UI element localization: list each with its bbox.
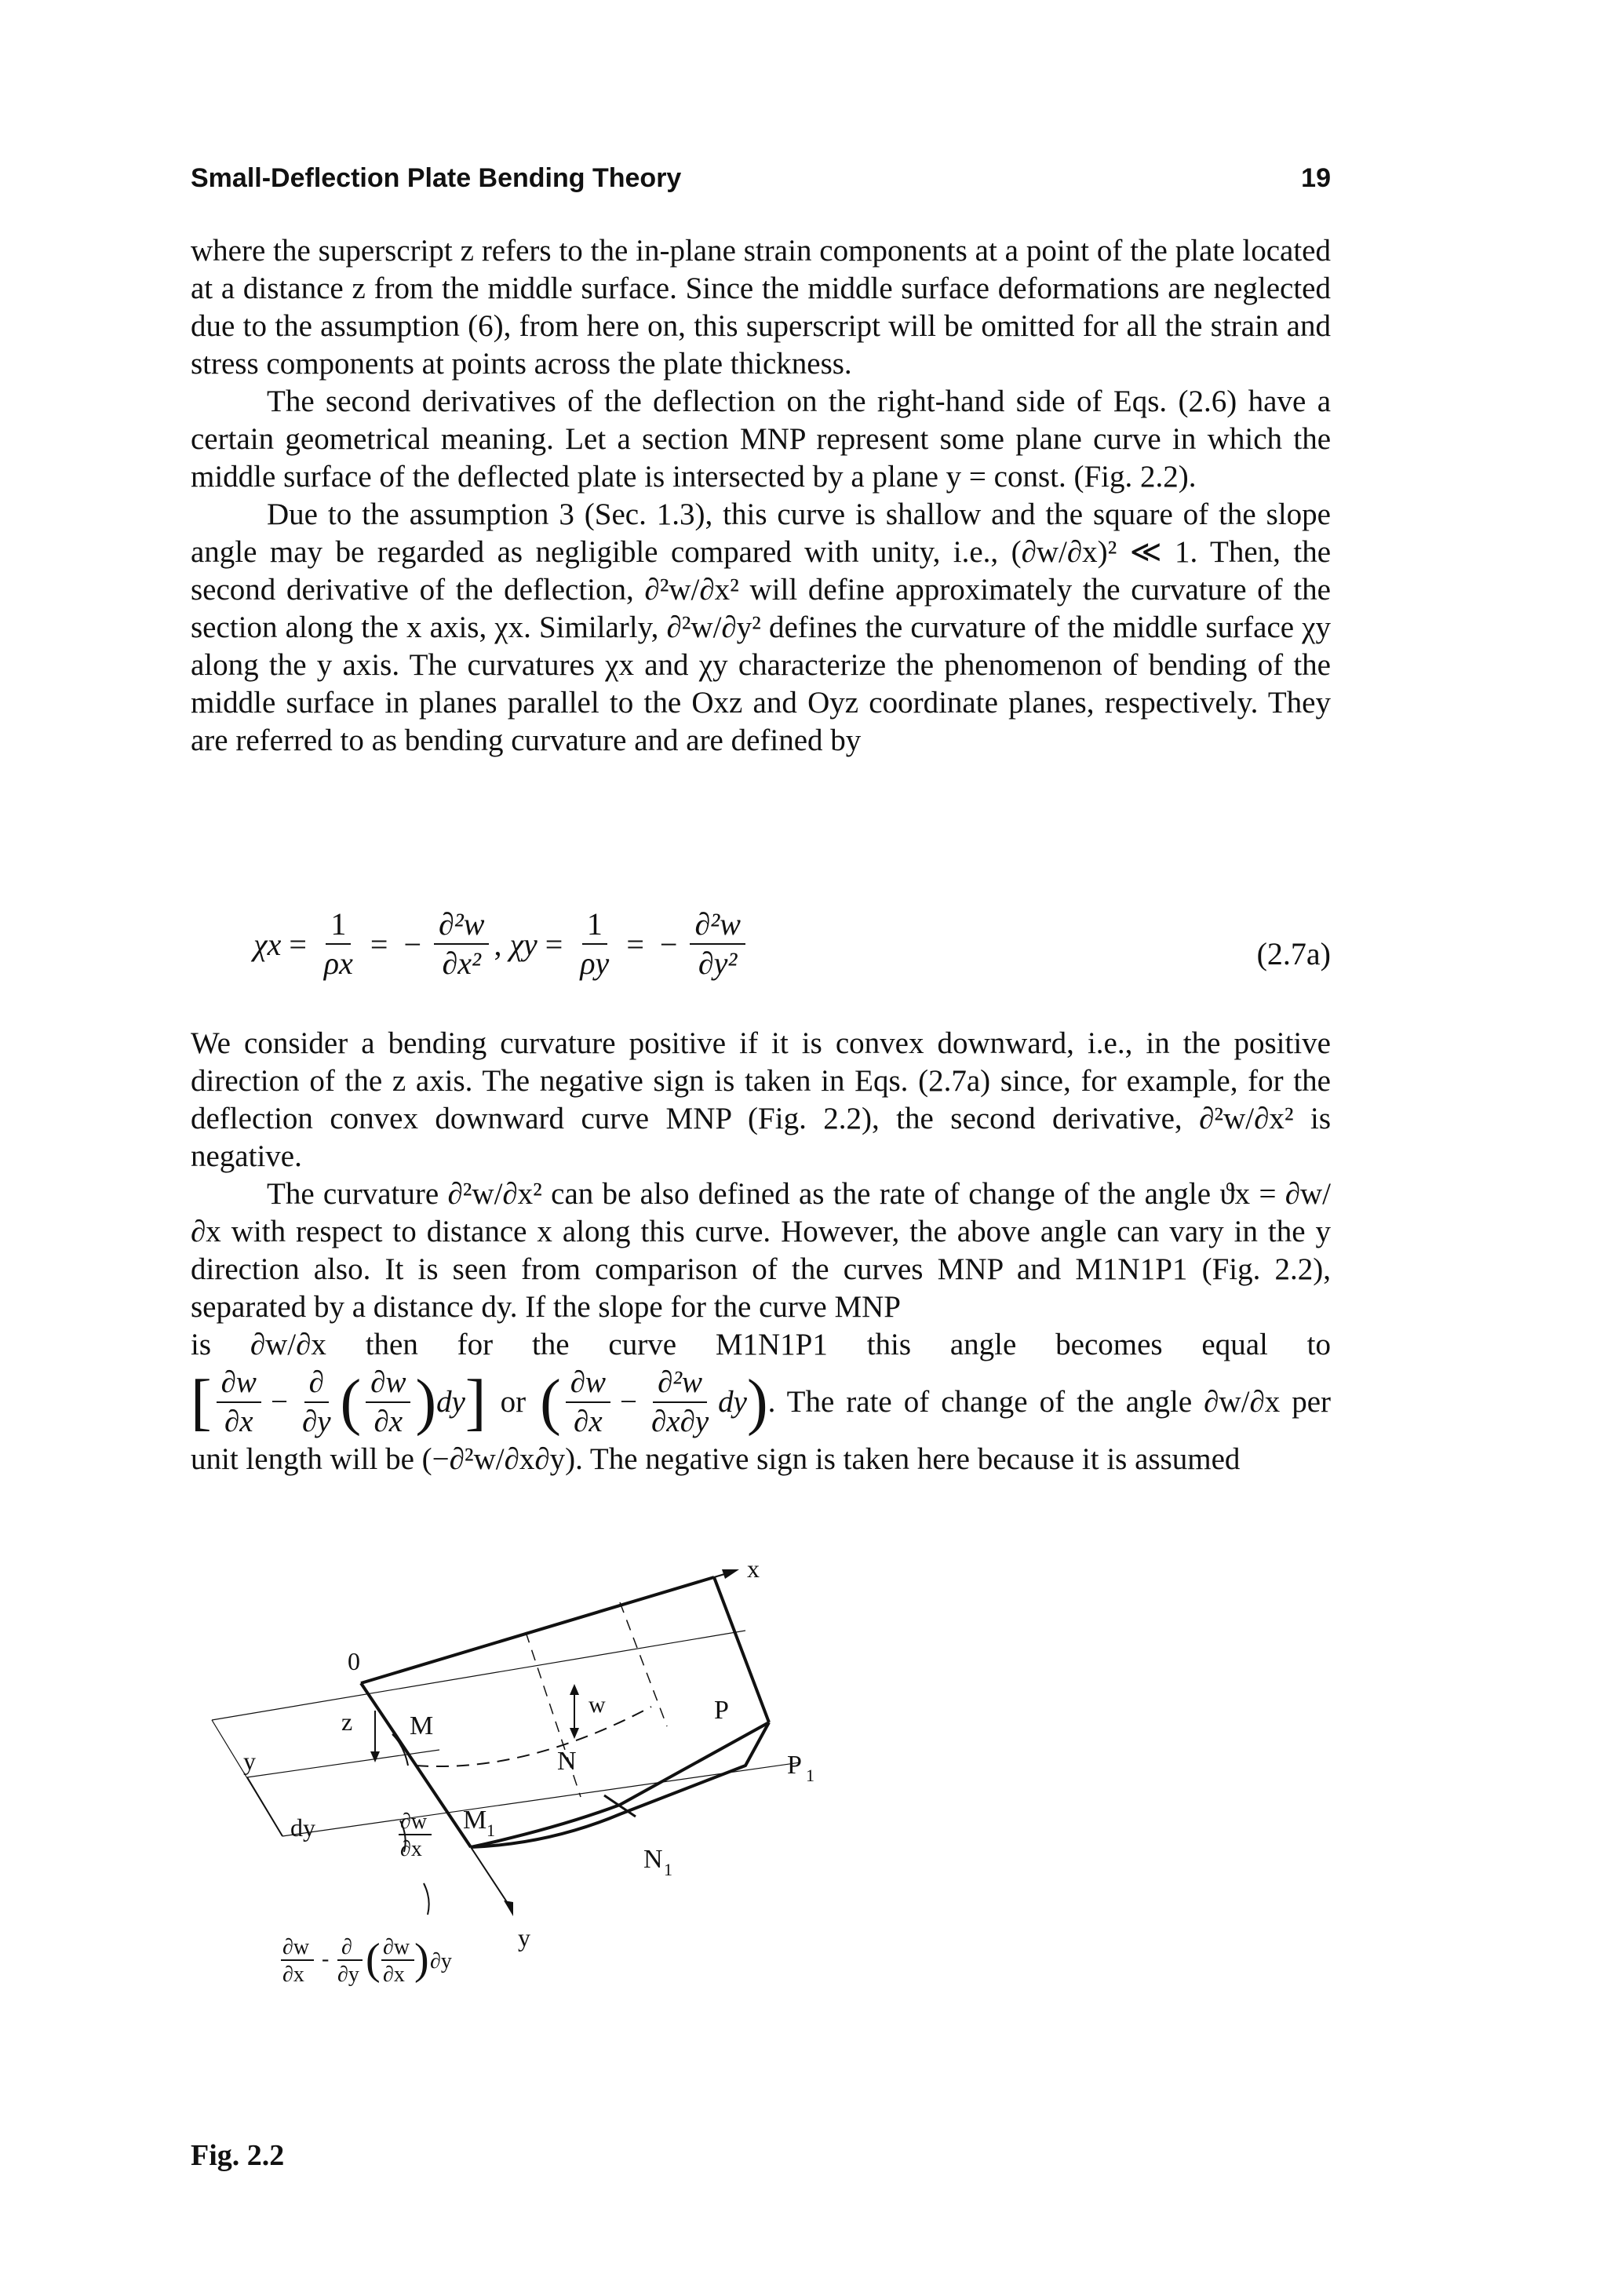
figure-2-2: [180, 1538, 887, 2040]
label-w: w: [589, 1692, 606, 1718]
paragraph-1: where the superscript z refers to the in-plane strain components at a point of the plate located at a distance z from the middle surface. Since the middle surface deformations are neglected due to the assumption (6), from here on, this superscript will be omitted for all the strain and stress components at points across the plate thickness.: [191, 234, 1331, 381]
x-axis-line: [361, 1577, 714, 1683]
paragraph-5-line-d: unit length will be (−∂²w/∂x∂y). The negative sign is taken here because it is assumed: [191, 1442, 1241, 1476]
eq-den: ρy: [580, 946, 610, 981]
inline-frac-d2w-dxdy: [647, 1364, 713, 1441]
label-P1-sub: 1: [806, 1766, 814, 1785]
guide-line-3: [282, 1762, 800, 1836]
label-N1-sub: 1: [664, 1860, 672, 1879]
label-N: N: [557, 1747, 577, 1776]
eq-num: ∂²w: [434, 906, 489, 945]
curve-mnp: [416, 1707, 651, 1766]
inline-minus: −: [270, 1385, 288, 1419]
frac-den: ∂x: [224, 1405, 253, 1438]
front-edge-deflected: [471, 1722, 769, 1847]
equation-number: (2.7a): [1256, 936, 1331, 971]
inline-tail: . The rate of change of the angle ∂w/∂x per: [767, 1385, 1331, 1419]
frac-num: ∂w: [366, 1364, 410, 1403]
frac-den: ∂y: [301, 1405, 331, 1438]
chapter-title: Small-Deflection Plate Bending Theory: [191, 163, 682, 193]
label-dwdx-den: ∂x: [400, 1837, 422, 1861]
eq-num: 1: [582, 906, 607, 945]
formula-dx-2: ∂x: [383, 1963, 405, 1987]
paragraph-5: The curvature ∂²w/∂x² can be also defined as the rate of change of the angle ϑx = ∂w/∂x with respect to distance x along this curve. However, the above angle can vary in the y direction also. It is seen from comparison of the curves MNP and M1N1P1 (Fig. 2.2), separated by a distance dy. If the slope for the curve MNP: [191, 1177, 1331, 1324]
label-P: P: [714, 1696, 729, 1725]
angle-arc-3: [424, 1883, 429, 1915]
formula-paren-left: (: [366, 1935, 381, 1984]
page-number: 19: [1301, 163, 1331, 193]
eq-equals: =: [545, 926, 563, 962]
body-text-bottom: [191, 1025, 1331, 1478]
eq-frac-1-rho-x: [319, 906, 358, 982]
label-N1: N: [643, 1845, 663, 1874]
left-bracket: [: [191, 1368, 212, 1437]
eq-comma: ,: [494, 926, 502, 962]
y-axis-line: [471, 1847, 510, 1907]
frac-num: ∂w: [217, 1364, 261, 1403]
equation-2-7a: [191, 902, 1331, 1004]
label-origin: 0: [348, 1647, 360, 1675]
eq-minus: −: [659, 926, 678, 962]
eq-den: ∂y²: [698, 946, 738, 981]
label-y-bottom: y: [518, 1923, 530, 1952]
figure-caption: Fig. 2.2: [191, 2139, 285, 2172]
frac-num: ∂: [304, 1364, 329, 1403]
formula-dw-2: ∂w: [383, 1935, 410, 1959]
frac-den: ∂x∂y: [651, 1405, 709, 1438]
paragraph-4: We consider a bending curvature positive if it is convex downward, i.e., in the positive direction of the z axis. The negative sign is taken in Eqs. (2.7a) since, for example, for the deflection convex downward curve MNP (Fig. 2.2), the second derivative, ∂²w/∂x² is negative.: [191, 1026, 1331, 1173]
eq-num: ∂²w: [690, 906, 745, 945]
eq-frac-1-rho-y: [575, 906, 614, 982]
formula-dx: ∂x: [282, 1963, 304, 1987]
guide-line-4: [247, 1750, 439, 1777]
label-x: x: [747, 1554, 760, 1583]
w-arrow-tail: [570, 1684, 579, 1695]
body-text-top: [191, 232, 1331, 760]
right-paren-2: ): [746, 1368, 768, 1437]
paragraph-3: Due to the assumption 3 (Sec. 1.3), this curve is shallow and the square of the slope angle may be regarded as negligible compared with unity, i.e., (∂w/∂x)² ≪ 1. Then, the second derivative of the deflection, ∂²w/∂x² will define approximately the curvature of the section along the x axis, χx. Similarly, ∂²w/∂y² defines the curvature of the middle surface χy along the y axis. The curvatures χx and χy characterize the phenomenon of bending of the middle surface in planes parallel to the Oxz and Oyz coordinate planes, respectively. They are referred to as bending curvature and are defined by: [191, 497, 1331, 757]
eq-minus: −: [403, 926, 421, 962]
right-bracket: ]: [465, 1368, 486, 1437]
inline-frac-d-dy: [297, 1364, 336, 1441]
eq-den: ∂x²: [442, 946, 481, 981]
label-P1: P: [787, 1751, 802, 1780]
equation-body: [253, 906, 750, 982]
inline-fraction-line: [191, 1364, 1331, 1441]
label-dwdx-num: ∂w: [400, 1809, 428, 1834]
z-arrow-head: [370, 1751, 380, 1762]
x-axis-arrow: [722, 1569, 739, 1579]
inline-or: or: [500, 1385, 527, 1419]
label-M1: M: [463, 1806, 487, 1835]
label-M: M: [410, 1711, 434, 1740]
label-dy: dy: [290, 1813, 315, 1842]
plate-diagram: [180, 1538, 887, 2040]
formula-d: ∂: [341, 1935, 352, 1959]
eq-equals: =: [626, 926, 644, 962]
formula-dw: ∂w: [282, 1935, 310, 1959]
y-axis-arrow: [504, 1901, 513, 1916]
frac-num: ∂w: [566, 1364, 610, 1403]
inline-dy-2: dy: [718, 1385, 747, 1419]
eq-frac-d2w-dy2: [690, 906, 745, 982]
eq-equals: =: [289, 926, 307, 962]
eq-equals: =: [370, 926, 388, 962]
formula-dy-2: ∂y: [430, 1949, 452, 1973]
section-line-2: [620, 1602, 667, 1726]
eq-den: ρx: [323, 946, 353, 981]
left-paren: (: [340, 1368, 362, 1437]
guide-line-1: [212, 1631, 745, 1720]
inline-frac-dw-dx-2: [366, 1364, 410, 1441]
paragraph-5-line-b: is ∂w/∂x then for the curve M1N1P1 this angle becomes equal to: [191, 1328, 1331, 1361]
frac-den: ∂x: [574, 1405, 603, 1438]
left-paren-2: (: [540, 1368, 561, 1437]
paragraph-2: The second derivatives of the deflection on the right-hand side of Eqs. (2.6) have a certain geometrical meaning. Let a section MNP represent some plane curve in which the middle surface of the deflected plate is intersected by a plane y = const. (Fig. 2.2).: [191, 384, 1331, 494]
formula-paren-right: ): [414, 1935, 429, 1984]
label-y-top: y: [243, 1747, 256, 1775]
inline-dy: dy: [436, 1385, 465, 1419]
eq-chi-x: χx: [253, 926, 282, 962]
w-arrow-head: [570, 1728, 579, 1739]
eq-frac-d2w-dx2: [434, 906, 489, 982]
dy-dimension: [247, 1777, 282, 1836]
inline-minus-2: −: [620, 1385, 637, 1419]
inline-frac-dw-dx-3: [566, 1364, 610, 1441]
frac-num: ∂²w: [653, 1364, 707, 1403]
label-M1-sub: 1: [486, 1820, 495, 1840]
eq-chi-y: χy: [509, 926, 537, 962]
label-z: z: [341, 1707, 353, 1736]
frac-den: ∂x: [374, 1405, 403, 1438]
inline-frac-dw-dx: [217, 1364, 261, 1441]
formula-minus: -: [322, 1947, 330, 1971]
eq-num: 1: [326, 906, 351, 945]
running-header: [191, 163, 1331, 198]
right-paren: ): [415, 1368, 437, 1437]
formula-dy: ∂y: [337, 1963, 359, 1987]
